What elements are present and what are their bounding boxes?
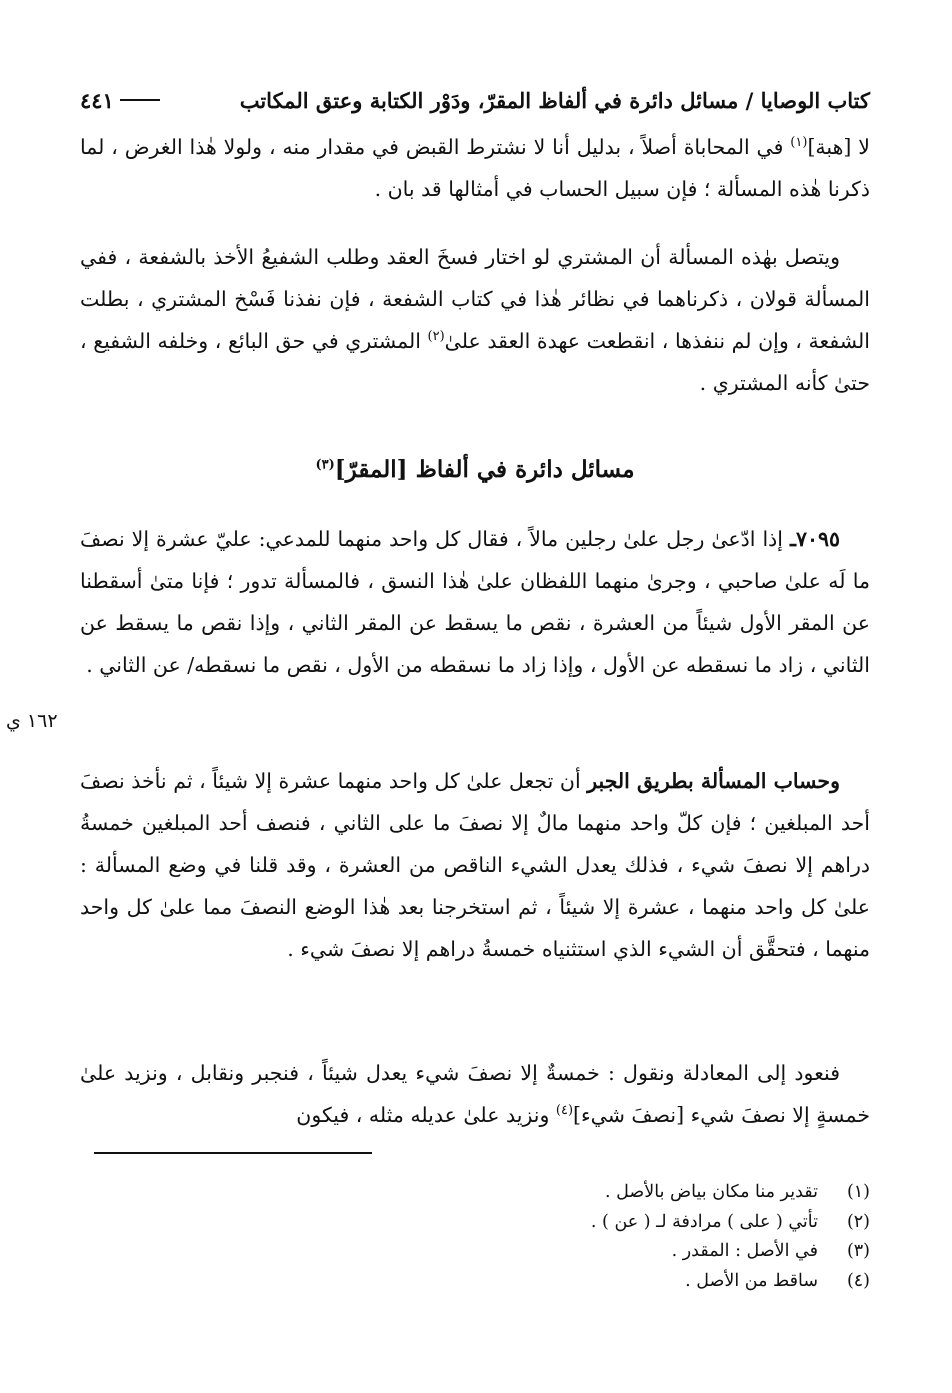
- paragraph-1: [80, 126, 870, 210]
- paragraph-2: [80, 236, 870, 404]
- footnote-ref-1[interactable]: (١): [790, 135, 808, 151]
- footnote-item: [270, 1237, 870, 1267]
- page-number-group: [80, 88, 160, 113]
- paragraph-5-text-a: فنعود إلى المعادلة ونقول : خمسةٌ إلا نصفَ شيء يعدل شيئاً ، فنجبر ونقابل ، ونزيد علىٰ خمسةٍ إلا نصفَ شيء [نصفَ شيء]: [80, 1061, 870, 1127]
- paragraph-3: [80, 518, 870, 686]
- footnotes: [270, 1178, 870, 1296]
- footnote-number: (٣): [846, 1241, 870, 1261]
- paragraph-4: [80, 760, 870, 970]
- footnote-ref-3[interactable]: (٣): [315, 457, 335, 473]
- footnote-text: تقدير منا مكان بياض بالأصل .: [605, 1182, 818, 1202]
- paragraph-3-text: إذا ادّعىٰ رجل علىٰ رجلين مالاً ، فقال كل واحد منهما للمدعي: عليّ عشرة إلا نصفَ ما لَه علىٰ صاحبي ، وجرىٰ منهما اللفظان علىٰ هٰذا النسق ، فالمسألة تدور ؛ فإنا متىٰ أسقطنا عن المقر الأول شيئاً من العشرة ، نقص ما يسقط عن المقر الثاني ، وإذا نقص ما يسقط عن الثاني ، زاد ما نسقطه عن الأول ، وإذا زاد ما نسقطه من الأول ، نقص ما نسقطه/ عن الثاني .: [80, 527, 870, 677]
- footnote-text: في الأصل : المقدر .: [671, 1241, 818, 1261]
- paragraph-1-text-a: لا [هبة]: [807, 135, 870, 159]
- footnote-separator: [94, 1152, 372, 1154]
- header-dash: [120, 99, 160, 101]
- footnote-item: [270, 1208, 870, 1238]
- paragraph-4-text: أن تجعل علىٰ كل واحد منهما عشرة إلا شيئاً ، ثم نأخذ نصفَ أحد المبلغين ؛ فإن كلّ واحد منهما مالٌ إلا نصفَ ما على الثاني ، فنصف أحد المبلغين خمسةُ دراهم إلا نصفَ شيء ، فذلك يعدل الشيء الناقص من العشرة ، وقد قلنا في وضع المسألة : علىٰ كل واحد منهما ، عشرة إلا شيئاً ، ثم استخرجنا بعد هٰذا الوضع النصفَ مما علىٰ كل واحد منهما ، فتحقَّق أن الشيء الذي استثنياه خمسةُ دراهم إلا نصفَ شيء .: [80, 769, 870, 961]
- paragraph-4-bold-lead: وحساب المسألة بطريق الجبر: [587, 769, 840, 793]
- footnote-number: (١): [846, 1182, 870, 1202]
- footnote-text: ساقط من الأصل .: [685, 1270, 818, 1291]
- running-header: [80, 80, 870, 120]
- footnote-ref-2[interactable]: (٢): [427, 329, 445, 345]
- footnote-ref-4[interactable]: (٤): [555, 1103, 574, 1119]
- paragraph-5: [80, 1052, 870, 1136]
- issue-number: ٧٠٩٥ـ: [789, 527, 840, 551]
- footnote-item: [270, 1267, 870, 1297]
- header-title: كتاب الوصايا / مسائل دائرة في ألفاظ المقرّ، ودَوْر الكتابة وعتق المكاتب: [239, 87, 870, 113]
- page-number: ٤٤١: [80, 87, 114, 113]
- paragraph-1-text-b: في المحاباة أصلاً ، بدليل أنا لا نشترط القبض في مقدار منه ، ولولا هٰذا الغرض ، لما ذكرنا هٰذه المسألة ؛ فإن سبيل الحساب في أمثالها قد بان .: [80, 135, 870, 201]
- paragraph-2-text-a: ويتصل بهٰذه المسألة أن المشتري لو اختار فسخَ العقد وطلب الشفيعُ الأخذ بالشفعة ، ففي المسألة قولان ، ذكرناهما في نظائر هٰذا في كتاب الشفعة ، فإن نفذنا فَسْخ المشتري ، بطلت الشفعة ، وإن لم ننفذها ، انقطعت عهدة العقد علىٰ: [80, 245, 870, 353]
- footnote-number: (٢): [846, 1211, 870, 1232]
- margin-note: ١٦٢ ي: [6, 710, 58, 732]
- paragraph-5-text-b: ونزيد علىٰ عديله مثله ، فيكون: [296, 1103, 556, 1127]
- footnote-number: (٤): [846, 1270, 870, 1291]
- paragraph-2-text-b: المشتري في حق البائع ، وخلفه الشفيع ، حتىٰ كأنه المشتري .: [80, 329, 870, 395]
- section-heading-text: مسائل دائرة في ألفاظ [المقرّ]: [334, 456, 635, 483]
- footnote-text: تأتي ( على ) مرادفة لـ ( عن ) .: [590, 1211, 818, 1232]
- section-heading: [80, 450, 870, 490]
- footnote-item: [270, 1178, 870, 1208]
